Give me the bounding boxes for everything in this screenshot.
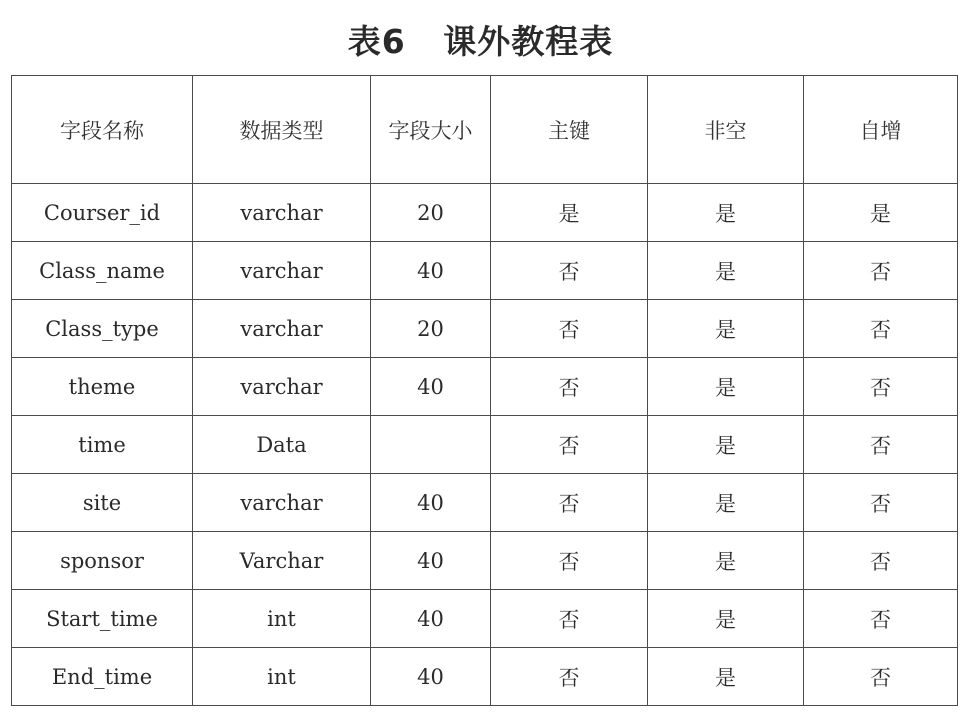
cell-primary-key: 否 [491, 300, 648, 358]
table-row [12, 184, 958, 242]
cell-auto-increment: 否 [804, 358, 958, 416]
cell-field-name: theme [12, 358, 193, 416]
table-row [12, 532, 958, 590]
table-body [12, 184, 958, 706]
cell-field-name: Courser_id [12, 184, 193, 242]
cell-field-size: 40 [371, 474, 491, 532]
header-data-type: 数据类型 [193, 76, 371, 184]
cell-data-type: varchar [193, 242, 371, 300]
table-row [12, 242, 958, 300]
cell-not-null: 是 [648, 532, 804, 590]
cell-not-null: 是 [648, 242, 804, 300]
cell-auto-increment: 否 [804, 300, 958, 358]
cell-primary-key: 否 [491, 648, 648, 706]
cell-field-size: 20 [371, 300, 491, 358]
table-row [12, 590, 958, 648]
cell-field-name: Start_time [12, 590, 193, 648]
cell-not-null: 是 [648, 358, 804, 416]
cell-not-null: 是 [648, 416, 804, 474]
cell-data-type: varchar [193, 300, 371, 358]
cell-auto-increment: 否 [804, 532, 958, 590]
cell-field-size: 40 [371, 358, 491, 416]
cell-field-size [371, 416, 491, 474]
cell-primary-key: 否 [491, 358, 648, 416]
cell-auto-increment: 否 [804, 242, 958, 300]
cell-auto-increment: 否 [804, 590, 958, 648]
cell-field-name: Class_name [12, 242, 193, 300]
cell-field-name: site [12, 474, 193, 532]
cell-data-type: Varchar [193, 532, 371, 590]
cell-data-type: int [193, 590, 371, 648]
header-primary-key: 主键 [491, 76, 648, 184]
header-field-size: 字段大小 [371, 76, 491, 184]
cell-field-size: 40 [371, 532, 491, 590]
table-title: 表6 课外教程表 [347, 22, 614, 61]
cell-not-null: 是 [648, 300, 804, 358]
cell-primary-key: 否 [491, 474, 648, 532]
cell-field-size: 40 [371, 242, 491, 300]
table-row [12, 358, 958, 416]
cell-data-type: varchar [193, 474, 371, 532]
cell-auto-increment: 是 [804, 184, 958, 242]
cell-field-size: 20 [371, 184, 491, 242]
table-row [12, 416, 958, 474]
table-row [12, 648, 958, 706]
cell-primary-key: 否 [491, 416, 648, 474]
cell-data-type: Data [193, 416, 371, 474]
cell-not-null: 是 [648, 184, 804, 242]
header-not-null: 非空 [648, 76, 804, 184]
cell-not-null: 是 [648, 590, 804, 648]
header-row [12, 76, 958, 184]
cell-primary-key: 是 [491, 184, 648, 242]
cell-field-name: End_time [12, 648, 193, 706]
cell-not-null: 是 [648, 648, 804, 706]
cell-primary-key: 否 [491, 242, 648, 300]
header-auto-increment: 自增 [804, 76, 958, 184]
cell-not-null: 是 [648, 474, 804, 532]
header-field-name: 字段名称 [12, 76, 193, 184]
cell-field-size: 40 [371, 648, 491, 706]
cell-field-name: Class_type [12, 300, 193, 358]
cell-field-name: time [12, 416, 193, 474]
cell-field-name: sponsor [12, 532, 193, 590]
cell-data-type: varchar [193, 184, 371, 242]
cell-auto-increment: 否 [804, 648, 958, 706]
table-row [12, 300, 958, 358]
cell-auto-increment: 否 [804, 474, 958, 532]
cell-field-size: 40 [371, 590, 491, 648]
cell-primary-key: 否 [491, 532, 648, 590]
cell-data-type: varchar [193, 358, 371, 416]
table-header [12, 76, 958, 184]
cell-primary-key: 否 [491, 590, 648, 648]
cell-auto-increment: 否 [804, 416, 958, 474]
table-row [12, 474, 958, 532]
cell-data-type: int [193, 648, 371, 706]
course-table [11, 75, 958, 706]
